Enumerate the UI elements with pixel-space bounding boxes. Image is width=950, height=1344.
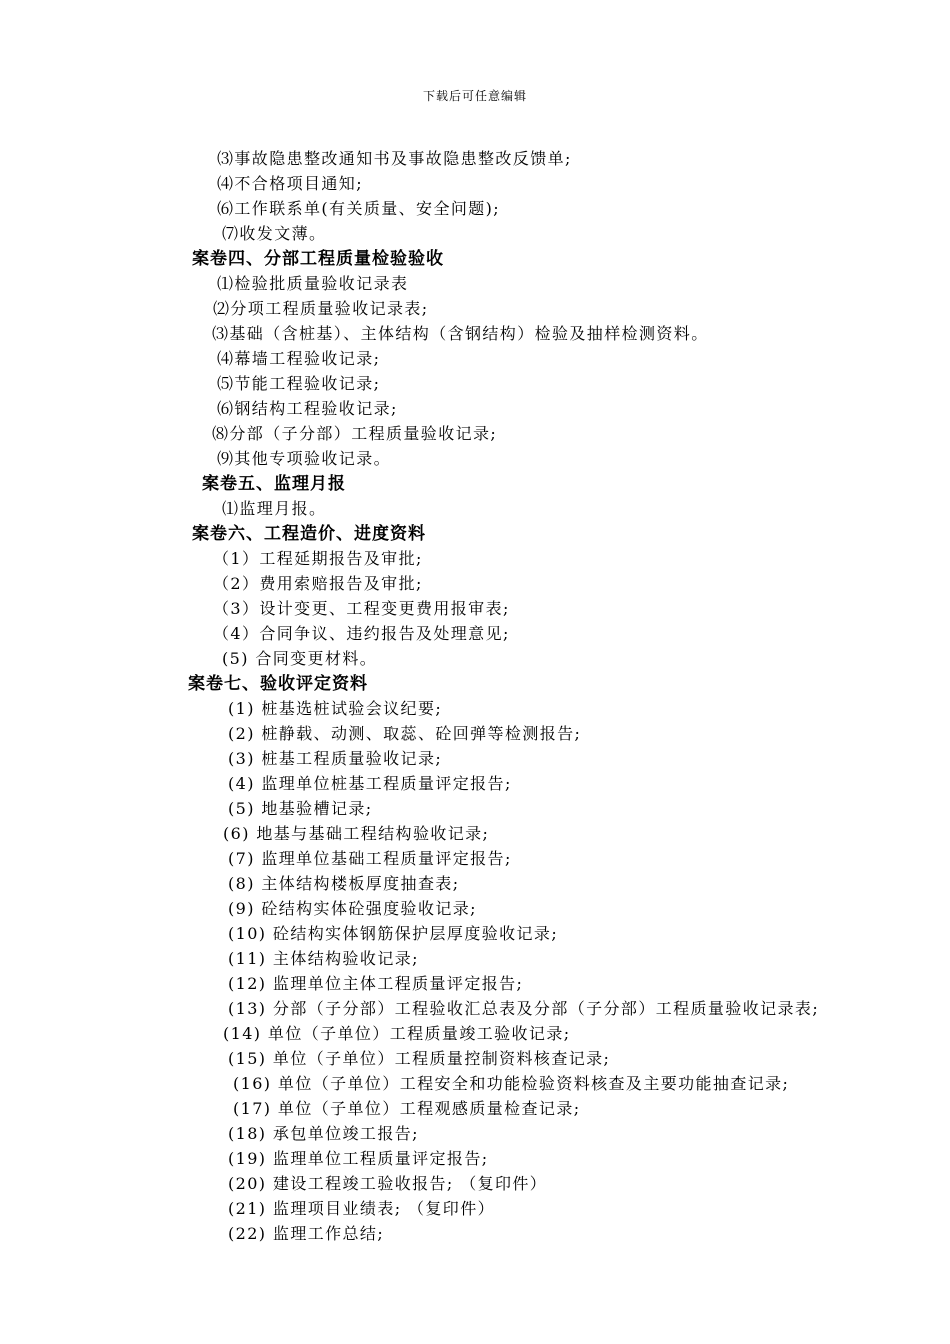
list-item: (3) 桩基工程质量验收记录; xyxy=(228,749,443,768)
list-item: (18) 承包单位竣工报告; xyxy=(228,1124,419,1143)
section-heading: 案卷四、分部工程质量检验验收 xyxy=(192,249,444,269)
list-item: (4) 监理单位桩基工程质量评定报告; xyxy=(228,774,512,793)
list-item: (2) 桩静载、动测、取蕊、砼回弹等检测报告; xyxy=(228,724,582,743)
list-item: (21) 监理项目业绩表; （复印件） xyxy=(228,1199,496,1218)
list-item: （3）设计变更、工程变更费用报审表; xyxy=(213,599,510,618)
list-item: ⑹工作联系单(有关质量、安全问题); xyxy=(217,199,501,218)
list-item: (1) 桩基选桩试验会议纪要; xyxy=(228,699,443,718)
list-item: (8) 主体结构楼板厚度抽查表; xyxy=(228,874,460,893)
list-item: ⑷不合格项目通知; xyxy=(217,174,363,193)
list-item: (22) 监理工作总结; xyxy=(228,1224,385,1243)
list-item: ⑺收发文薄。 xyxy=(222,224,327,243)
list-item: （4）合同争议、违约报告及处理意见; xyxy=(213,624,510,643)
list-item: ⑼其他专项验收记录。 xyxy=(217,449,392,468)
list-item: ⑴监理月报。 xyxy=(222,499,327,518)
list-item: (13) 分部（子分部）工程验收汇总表及分部（子分部）工程质量验收记录表; xyxy=(228,999,820,1018)
list-item: (19) 监理单位工程质量评定报告; xyxy=(228,1149,489,1168)
list-item: （1）工程延期报告及审批; xyxy=(213,549,423,568)
list-item: (11) 主体结构验收记录; xyxy=(228,949,419,968)
section-heading: 案卷六、工程造价、进度资料 xyxy=(192,524,426,544)
list-item: ⑻分部（子分部）工程质量验收记录; xyxy=(212,424,498,443)
list-item: ⑵分项工程质量验收记录表; xyxy=(213,299,429,318)
list-item: (6) 地基与基础工程结构验收记录; xyxy=(223,824,490,843)
list-item: (9) 砼结构实体砼强度验收记录; xyxy=(228,899,477,918)
list-item: (5) 合同变更材料。 xyxy=(222,649,378,668)
section-heading: 案卷七、验收评定资料 xyxy=(188,674,368,694)
list-item: (5) 地基验槽记录; xyxy=(228,799,373,818)
list-item: (7) 监理单位基础工程质量评定报告; xyxy=(228,849,512,868)
list-item: (17) 单位（子单位）工程观感质量检查记录; xyxy=(233,1099,581,1118)
list-item: (15) 单位（子单位）工程质量控制资料核查记录; xyxy=(228,1049,611,1068)
list-item: ⑸节能工程验收记录; xyxy=(217,374,381,393)
page-header: 下载后可任意编辑 xyxy=(422,89,527,103)
list-item: (20) 建设工程竣工验收报告; （复印件） xyxy=(228,1174,548,1193)
list-item: ⑷幕墙工程验收记录; xyxy=(217,349,381,368)
list-item: (10) 砼结构实体钢筋保护层厚度验收记录; xyxy=(228,924,559,943)
list-item: (14) 单位（子单位）工程质量竣工验收记录; xyxy=(223,1024,571,1043)
list-item: ⑹钢结构工程验收记录; xyxy=(217,399,398,418)
list-item: （2）费用索赔报告及审批; xyxy=(213,574,423,593)
list-item: ⑴检验批质量验收记录表 xyxy=(217,274,409,293)
list-item: ⑶基础（含桩基）、主体结构（含钢结构）检验及抽样检测资料。 xyxy=(212,324,709,343)
list-item: (12) 监理单位主体工程质量评定报告; xyxy=(228,974,524,993)
list-item: ⑶事故隐患整改通知书及事故隐患整改反馈单; xyxy=(217,149,572,168)
list-item: (16) 单位（子单位）工程安全和功能检验资料核查及主要功能抽查记录; xyxy=(233,1074,790,1093)
section-heading: 案卷五、监理月报 xyxy=(202,474,346,494)
